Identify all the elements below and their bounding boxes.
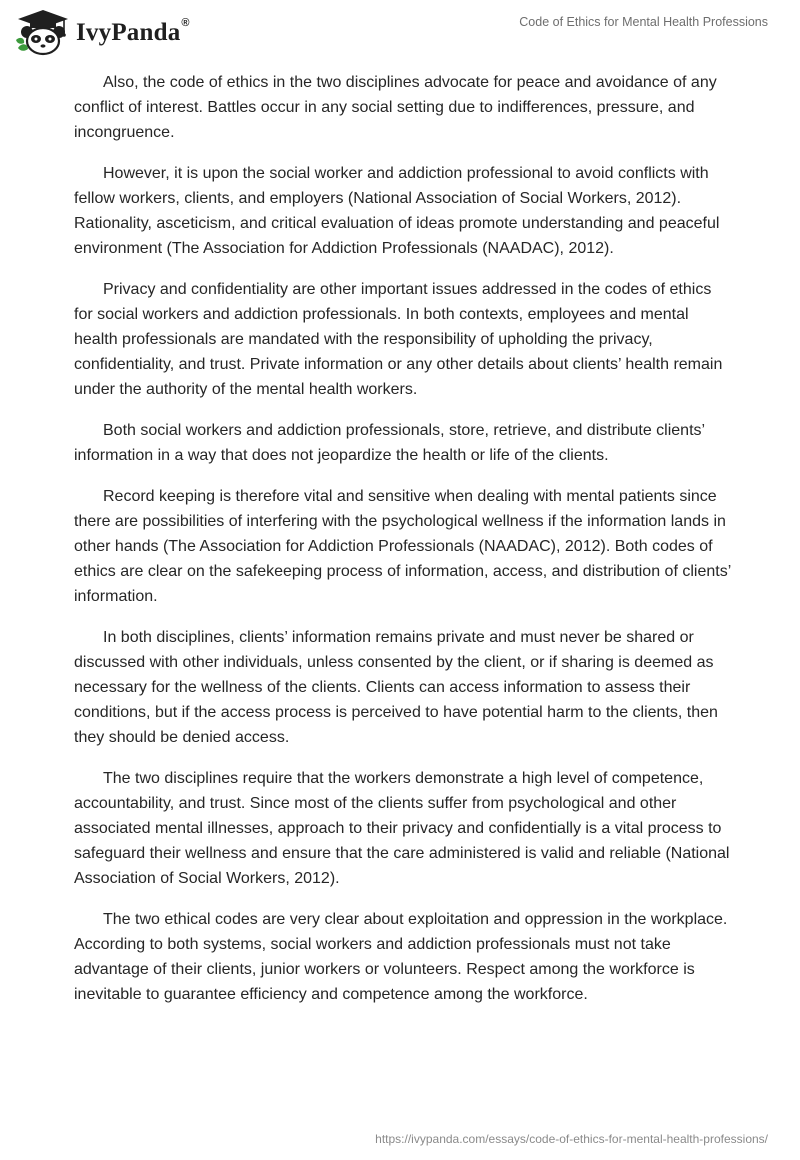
brand-logo[interactable]: [14, 8, 190, 56]
brand-name-text: IvyPanda: [76, 18, 181, 46]
essay-body: [74, 70, 734, 1023]
source-url[interactable]: https://ivypanda.com/essays/code-of-ethics-for-mental-health-professions/: [375, 1132, 768, 1146]
paragraph: The two disciplines require that the workers demonstrate a high level of competence, accountability, and trust. Since most of the clients suffer from psychological and other associated mental illnesses, approach to their privacy and confidentially is a vital process to safeguard their wellness and ensure that the care administered is valid and reliable (National Association of Social Workers, 2012).: [74, 770, 730, 887]
paragraph: The two ethical codes are very clear about exploitation and oppression in the workplace. According to both systems, social workers and addiction professionals must not take advantage of their clients, junior workers or volunteers. Respect among the workforce is inevitable to guarantee efficiency and competence among the workforce.: [74, 911, 728, 1003]
paragraph: Also, the code of ethics in the two disciplines advocate for peace and avoidance of any conflict of interest. Battles occur in any social setting due to indifferences, pressure, and incongruence.: [74, 74, 717, 141]
paragraph: However, it is upon the social worker and addiction professional to avoid conflicts with fellow workers, clients, and employers (National Association of Social Workers, 2012). Rationality, asceticism, and critical evaluation of ideas promote understanding and peaceful environment (The Association for Addiction Professionals (NAADAC), 2012).: [74, 165, 720, 257]
paragraph: Privacy and confidentiality are other important issues addressed in the codes of ethics for social workers and addiction professionals. In both contexts, employees and mental health professionals are mandated with the responsibility of upholding the privacy, confidentiality, and trust. Private information or any other details about clients’ health remain under the authority of the mental health workers.: [74, 281, 723, 398]
page-header: [0, 0, 800, 64]
brand-name: [76, 16, 190, 46]
paragraph: Record keeping is therefore vital and sensitive when dealing with mental patients since there are possibilities of interfering with the psychological wellness if the information lands in other hands (The Association for Addiction Professionals (NAADAC), 2012). Both codes of ethics are clear on the safekeeping process of information, access, and distribution of clients’ information.: [74, 488, 731, 605]
panda-graduation-cap-icon: [14, 8, 72, 56]
registered-mark: ®: [181, 16, 190, 29]
paragraph: In both disciplines, clients’ information remains private and must never be shared or discussed with other individuals, unless consented by the client, or if sharing is deemed as necessary for the wellness of the clients. Clients can access information to assess their conditions, but if the access process is perceived to have potential harm to the clients, then they should be denied access.: [74, 629, 718, 746]
paragraph: Both social workers and addiction professionals, store, retrieve, and distribute clients’ information in a way that does not jeopardize the health or life of the clients.: [74, 422, 705, 464]
document-title: Code of Ethics for Mental Health Professions: [519, 15, 768, 29]
